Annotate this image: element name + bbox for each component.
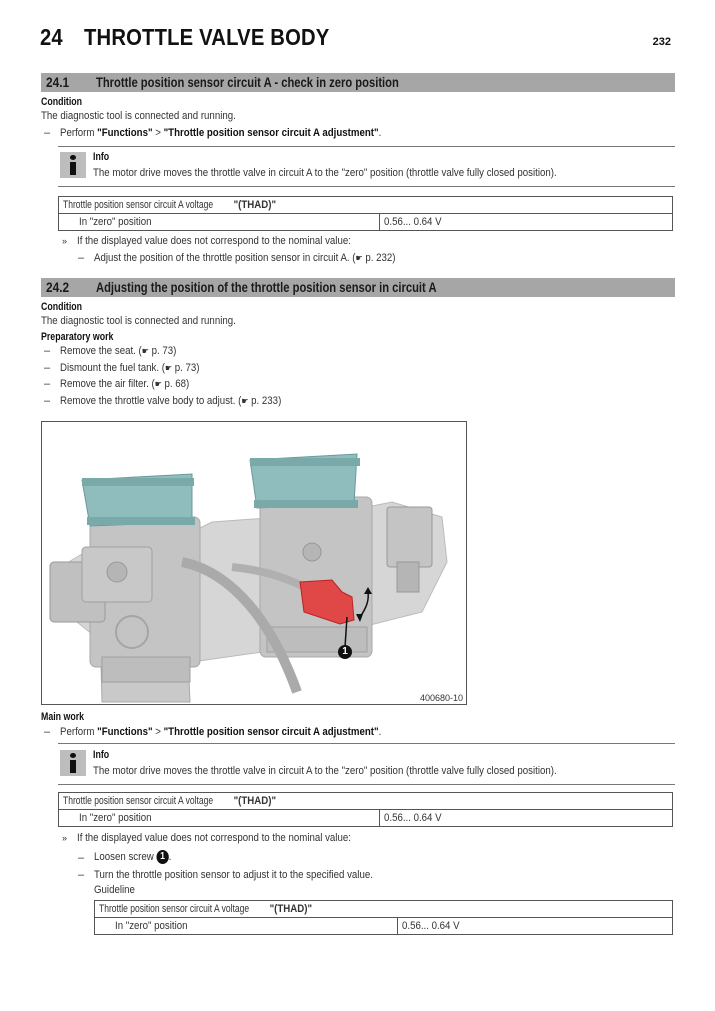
header-code: "(THAD)" xyxy=(233,199,277,211)
guideline-table xyxy=(94,900,673,935)
bullet-icon: » xyxy=(62,236,68,246)
condition-text: The diagnostic tool is connected and running. xyxy=(41,110,236,122)
page-ref-link[interactable]: p. 73 xyxy=(151,345,174,357)
throttle-body-figure xyxy=(41,421,467,705)
step-separator: > xyxy=(152,127,164,139)
chapter-title-text: THROTTLE VALVE BODY xyxy=(84,24,330,50)
header-code: "(THAD)" xyxy=(269,903,313,915)
table-header xyxy=(59,197,673,214)
step-item: "Throttle position sensor circuit A adjustment" xyxy=(163,726,379,738)
dash-icon: – xyxy=(78,252,85,264)
throttle-body-illustration xyxy=(42,422,466,704)
table-header-row xyxy=(59,197,673,214)
page-ref-icon: ☛ xyxy=(154,379,162,389)
prep-work-label: Preparatory work xyxy=(41,331,114,343)
perform-step xyxy=(60,127,381,139)
callout-1: 1 xyxy=(156,850,168,864)
table-header-row xyxy=(59,793,673,810)
main-work-label: Main work xyxy=(41,711,85,723)
page-ref-icon: ☛ xyxy=(355,253,363,263)
dash-icon: – xyxy=(78,869,85,881)
chapter-number: 24 xyxy=(40,24,63,50)
step-suffix: . xyxy=(378,726,382,738)
table-row xyxy=(95,918,673,935)
list-item: Remove the seat. (☛ p. 73) xyxy=(60,345,177,357)
condition-text: The diagnostic tool is connected and running. xyxy=(41,315,236,327)
condition-label: Condition xyxy=(41,301,83,313)
section-header-24-2 xyxy=(41,278,675,297)
table-header xyxy=(59,793,673,810)
section-header-24-1 xyxy=(41,73,675,92)
chapter-title xyxy=(40,24,329,51)
table-header-row xyxy=(95,901,673,918)
info-icon xyxy=(60,152,86,178)
figure-code: 400680-10 xyxy=(419,693,463,703)
bullet-icon: » xyxy=(62,833,68,843)
info-label: Info xyxy=(93,749,110,761)
info-bottom-rule xyxy=(58,784,675,785)
header-prefix: Throttle position sensor circuit A voltage xyxy=(99,903,250,915)
page-ref-icon: ☛ xyxy=(241,396,249,406)
dash-icon: – xyxy=(44,378,51,390)
dash-icon: – xyxy=(44,345,51,357)
section-title: Adjusting the position of the throttle position sensor in circuit A xyxy=(96,279,437,295)
row-label: In "zero" position xyxy=(95,918,398,935)
info-top-rule xyxy=(58,743,675,744)
step-menu: "Functions" xyxy=(97,726,153,738)
info-text: The motor drive moves the throttle valve in circuit A to the "zero" position (throttle valve fully closed position). xyxy=(93,167,557,179)
dash-icon: – xyxy=(44,726,51,738)
spec-table xyxy=(58,196,673,231)
step-separator: > xyxy=(152,726,164,738)
section-title: Throttle position sensor circuit A - check in zero position xyxy=(96,74,399,90)
perform-step xyxy=(60,726,381,738)
info-bottom-rule xyxy=(58,186,675,187)
step-item: "Throttle position sensor circuit A adjustment" xyxy=(163,127,379,139)
page-ref-link[interactable]: p. 232 xyxy=(365,252,393,264)
adjust-step: Adjust the position of the throttle position sensor in circuit A. (☛ p. 232) xyxy=(94,252,396,264)
dash-icon: – xyxy=(44,362,51,374)
page-ref-link[interactable]: p. 233 xyxy=(251,395,279,407)
list-item: Dismount the fuel tank. (☛ p. 73) xyxy=(60,362,200,374)
section-number: 24.2 xyxy=(46,279,70,295)
header-prefix: Throttle position sensor circuit A voltage xyxy=(63,795,214,807)
guideline-label: Guideline xyxy=(94,884,135,896)
step-prefix: Perform xyxy=(60,127,98,139)
step-prefix: Perform xyxy=(60,726,98,738)
row-value: 0.56... 0.64 V xyxy=(380,214,673,231)
dash-icon: – xyxy=(78,852,85,864)
list-item: Remove the throttle valve body to adjust. (☛ p. 233) xyxy=(60,395,282,407)
callout-1: 1 xyxy=(338,645,352,659)
row-label: In "zero" position xyxy=(59,810,380,827)
loosen-step: Loosen screw 1 . xyxy=(94,850,172,863)
page-ref-icon: ☛ xyxy=(164,363,173,373)
page-ref-icon: ☛ xyxy=(141,346,149,356)
row-value: 0.56... 0.64 V xyxy=(398,918,673,935)
dash-icon: – xyxy=(44,127,51,139)
table-row xyxy=(59,810,673,827)
header-code: "(THAD)" xyxy=(233,795,277,807)
header-prefix: Throttle position sensor circuit A voltage xyxy=(63,199,214,211)
step-suffix: . xyxy=(378,127,382,139)
page-number: 232 xyxy=(652,36,671,48)
list-item: Remove the air filter. (☛ p. 68) xyxy=(60,378,190,390)
turn-step: Turn the throttle position sensor to adjust it to the specified value. xyxy=(94,869,373,881)
adjust-step-text: Adjust the position of the throttle position sensor in circuit A. xyxy=(94,252,350,264)
condition-bullet-text: If the displayed value does not correspond to the nominal value: xyxy=(77,235,351,247)
section-number: 24.1 xyxy=(46,74,70,90)
info-label: Info xyxy=(93,151,110,163)
spec-table xyxy=(58,792,673,827)
dash-icon: – xyxy=(44,395,51,407)
loosen-text: Loosen screw xyxy=(94,850,157,863)
condition-label: Condition xyxy=(41,96,83,108)
page-ref-link[interactable]: p. 68 xyxy=(164,378,187,390)
row-label: In "zero" position xyxy=(59,214,380,231)
row-value: 0.56... 0.64 V xyxy=(380,810,673,827)
page-ref-link[interactable]: p. 73 xyxy=(174,362,197,374)
step-menu: "Functions" xyxy=(97,127,153,139)
condition-bullet-text: If the displayed value does not correspond to the nominal value: xyxy=(77,832,351,844)
table-row xyxy=(59,214,673,231)
table-header xyxy=(95,901,673,918)
info-icon xyxy=(60,750,86,776)
info-text: The motor drive moves the throttle valve in circuit A to the "zero" position (throttle valve fully closed position). xyxy=(93,765,557,777)
info-top-rule xyxy=(58,146,675,147)
